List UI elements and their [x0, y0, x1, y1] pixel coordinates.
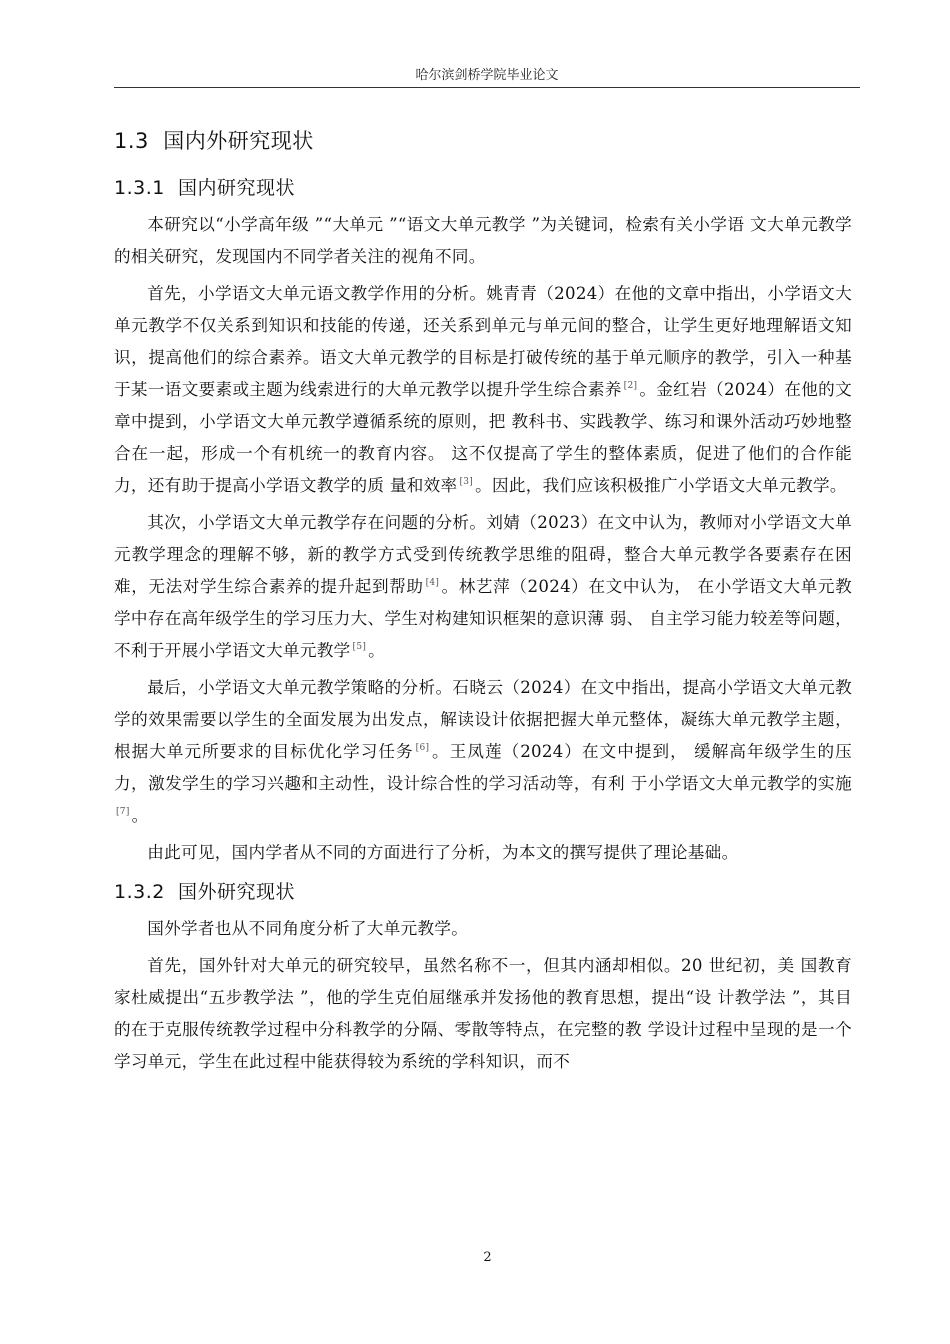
- citation-ref: [4]: [425, 578, 440, 588]
- paragraph: [114, 278, 852, 502]
- paragraph: [114, 507, 852, 667]
- paragraph: 本研究以“小学高年级 ”“大单元 ”“语文大单元教学 ”为关键词，检索有关小学语 文大单元教学的相关研究，发现国内不同学者关注的视角不同。: [114, 215, 852, 266]
- paragraph: 首先，国外针对大单元的研究较早，虽然名称不一，但其内涵却相似。20 世纪初，美 国教育家杜威提出“五步教学法 ”，他的学生克伯屈继承并发扬他的教育思想，提出“设 计教学法 ”，其目的在于克服传统教学过程中分科教学的分隔、零散等特点，在完整的教 学设计过程中呈现的是一个学习单元，学生在此过程中能获得较为系统的学科知识，而不: [114, 956, 852, 1071]
- citation-ref: [5]: [352, 642, 367, 652]
- page-content: [114, 125, 852, 1083]
- running-header: 哈尔滨剑桥学院毕业论文: [415, 68, 559, 83]
- citation-ref: [2]: [623, 381, 638, 391]
- subsection-number: 1.3.1: [114, 177, 165, 199]
- subsection-heading-domestic: [114, 173, 852, 200]
- paragraph-text: 。: [368, 641, 386, 660]
- subsection-number: 1.3.2: [114, 881, 165, 903]
- citation-ref: [7]: [116, 807, 130, 817]
- paragraph-text: 其次，小学语文大单元教学存在问题的分析。刘婧（2023）在文中认为，教师对小学语文大单元教学理念的理解不够，新的教学方式受到传统教学思维的阻碍，整合大单元教学各要素存在困难，无法对学生综合素养的提升起到帮助: [114, 513, 852, 596]
- header-rule: [114, 87, 860, 88]
- subsection-title: 国外研究现状: [177, 881, 295, 903]
- paragraph-text: 。: [131, 806, 149, 825]
- paragraph-text: 最后，小学语文大单元教学策略的分析。石晓云（2024）在文中指出，提高小学语文大单元教学的效果需要以学生的全面发展为出发点，解读设计依据把握大单元整体，凝练大单元教学主题，根据大单元所要求的目标优化学习任务: [114, 678, 852, 761]
- paragraph: 国外学者也从不同角度分析了大单元教学。: [147, 919, 469, 938]
- paragraph-text: 。因此，我们应该积极推广小学语文大单元教学。: [475, 476, 847, 495]
- citation-ref: [3]: [459, 477, 474, 487]
- subsection-heading-foreign: [114, 877, 852, 904]
- citation-ref: [6]: [415, 743, 430, 753]
- paragraph-text: 。金红岩（2024）在他的文章中提到，小学语文大单元教学遵循系统的原则，把 教科书、实践教学、练习和课外活动巧妙地整合在一起，形成一个有机统一的教育内容。 这不仅提高了学生的整体素质，促进了他们的合作能力，还有助于提高小学语文教学的质 量和效率: [114, 380, 852, 495]
- paragraph-text: 。林艺萍（2024）在文中认为， 在小学语文大单元教学中存在高年级学生的学习压力大、学生对构建知识框架的意识薄 弱、 自主学习能力较差等问题，不利于开展小学语文大单元教学: [114, 577, 852, 660]
- section-heading: [114, 125, 852, 155]
- paragraph: [114, 672, 852, 832]
- section-number: 1.3: [114, 129, 149, 153]
- subsection-title: 国内研究现状: [177, 177, 295, 199]
- section-title: 国内外研究现状: [163, 129, 314, 153]
- paragraph-text: 首先，小学语文大单元语文教学作用的分析。姚青青（2024）在他的文章中指出，小学语文大单元教学不仅关系到知识和技能的传递，还关系到单元与单元间的整合，让学生更好地理解语文知识，提高他们的综合素养。语文大单元教学的目标是打破传统的基于单元顺序的教学，引入一种基于某一语文要素或主题为线索进行的大单元教学以提升学生综合素养: [114, 284, 852, 399]
- paragraph-text: 。王凤莲（2024）在文中提到， 缓解高年级学生的压力，激发学生的学习兴趣和主动性，设计综合性的学习活动等，有利 于小学语文大单元教学的实施: [114, 742, 852, 793]
- paragraph: 由此可见，国内学者从不同的方面进行了分析，为本文的撰写提供了理论基础。: [147, 843, 739, 862]
- page-number: 2: [483, 1250, 492, 1265]
